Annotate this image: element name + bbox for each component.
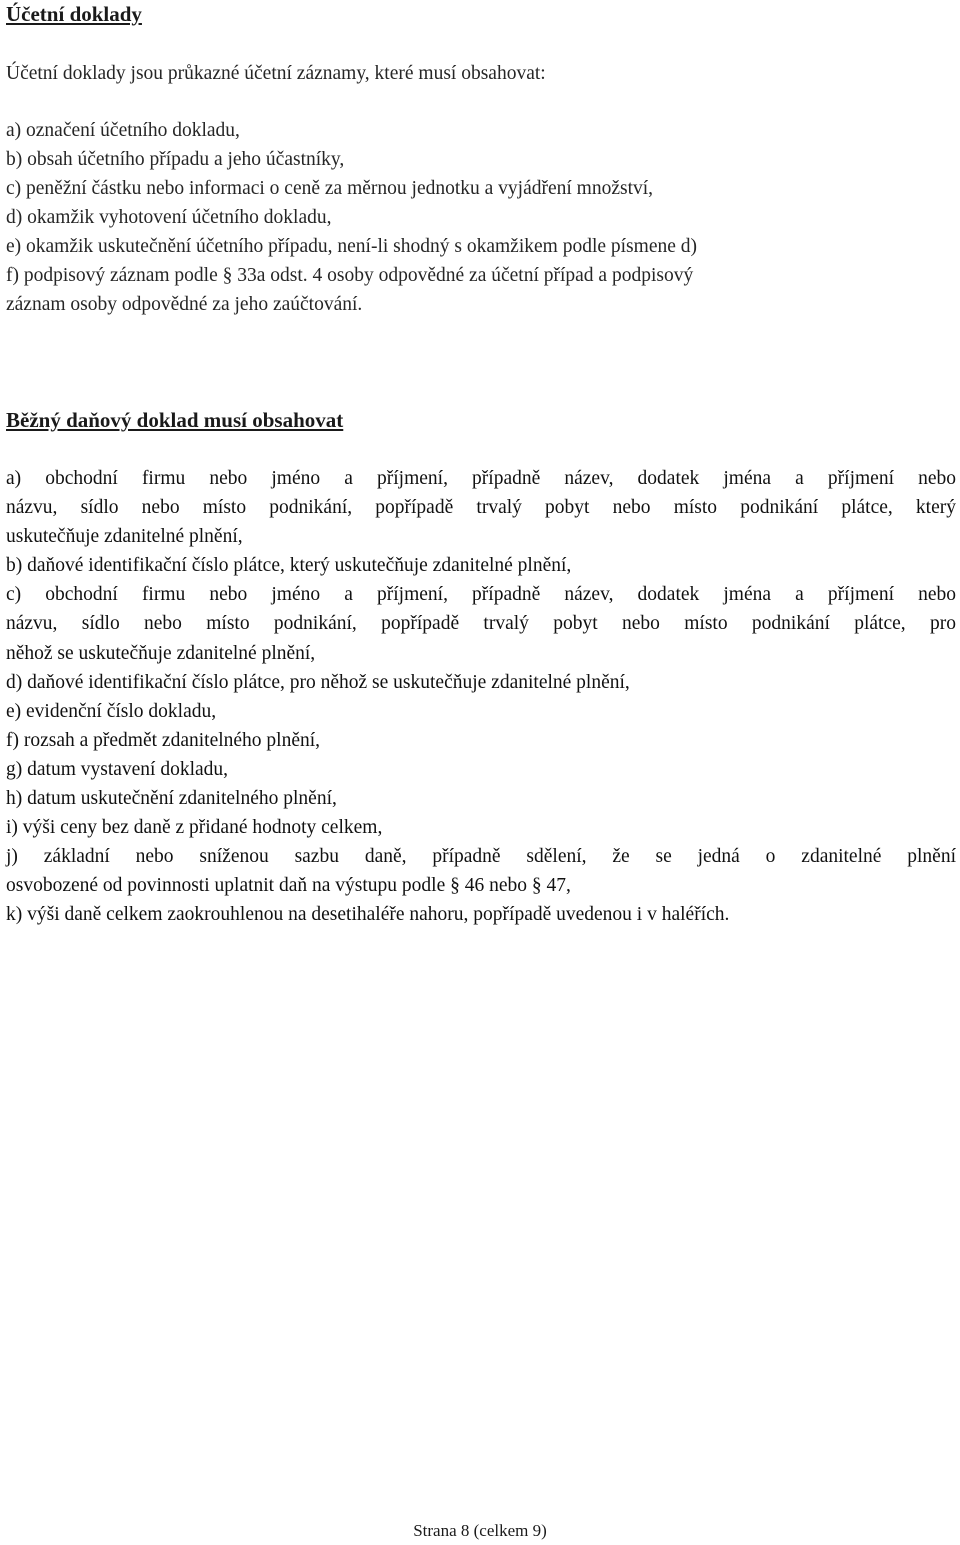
list-item: h) datum uskutečnění zdanitelného plnění, [6,788,337,810]
list-item: f) rozsah a předmět zdanitelného plnění, [6,729,321,751]
list-item: b) daňové identifikační číslo plátce, který uskutečňuje zdanitelné plnění, [6,555,572,577]
intro-text: Účetní doklady jsou průkazné účetní záznamy, které musí obsahovat: [6,63,546,84]
list-item: k) výši daně celkem zaokrouhlenou na desetihaléře nahoru, popřípadě uvedenou i v haléřích. [6,904,730,926]
list-item: e) evidenční číslo dokladu, [6,700,217,722]
list-item: něhož se uskutečňuje zdanitelné plnění, [6,642,316,664]
list-item: f) podpisový záznam podle § 33a odst. 4 osoby odpovědné za účetní případ a podpisový [6,265,694,286]
list-item: záznam osoby odpovědné za jeho zaúčtování. [6,294,363,315]
list-item: osvobozené od povinnosti uplatnit daň na výstupu podle § 46 nebo § 47, [6,875,571,897]
ucetni-doklady-list [6,116,936,319]
list-item: d) okamžik vyhotovení účetního dokladu, [6,207,332,228]
list-item: názvu, sídlo nebo místo podnikání, popřípadě trvalý pobyt nebo místo podnikání plátce, pro [6,613,956,635]
list-item: j) základní nebo sníženou sazbu daně, případně sdělení, že se jedná o zdanitelné plnění [6,846,956,868]
list-item: c) peněžní částku nebo informaci o ceně za měrnou jednotku a vyjádření množství, [6,178,654,199]
list-item: c) obchodní firmu nebo jméno a příjmení, případně název, dodatek jména a příjmení nebo [6,584,956,606]
list-item: a) označení účetního dokladu, [6,120,240,141]
list-item: d) daňové identifikační číslo plátce, pro něhož se uskutečňuje zdanitelné plnění, [6,671,630,693]
danovy-doklad-list [6,464,956,930]
list-item: názvu, sídlo nebo místo podnikání, popřípadě trvalý pobyt nebo místo podnikání plátce, který [6,497,956,519]
list-item: g) datum vystavení dokladu, [6,758,229,780]
list-item: b) obsah účetního případu a jeho účastníky, [6,149,345,170]
list-item: a) obchodní firmu nebo jméno a příjmení, případně název, dodatek jména a příjmení nebo [6,468,956,489]
section-intro [6,59,936,88]
section-title-ucetni-doklady: Účetní doklady [6,2,142,26]
page-number: Strana 8 (celkem 9) [413,1521,547,1540]
list-item: e) okamžik uskutečnění účetního případu, není-li shodný s okamžikem podle písmene d) [6,236,697,257]
list-item: i) výši ceny bez daně z přidané hodnoty celkem, [6,817,383,839]
section-title-danovy-doklad: Běžný daňový doklad musí obsahovat [6,408,344,432]
list-item: uskutečňuje zdanitelné plnění, [6,526,243,548]
